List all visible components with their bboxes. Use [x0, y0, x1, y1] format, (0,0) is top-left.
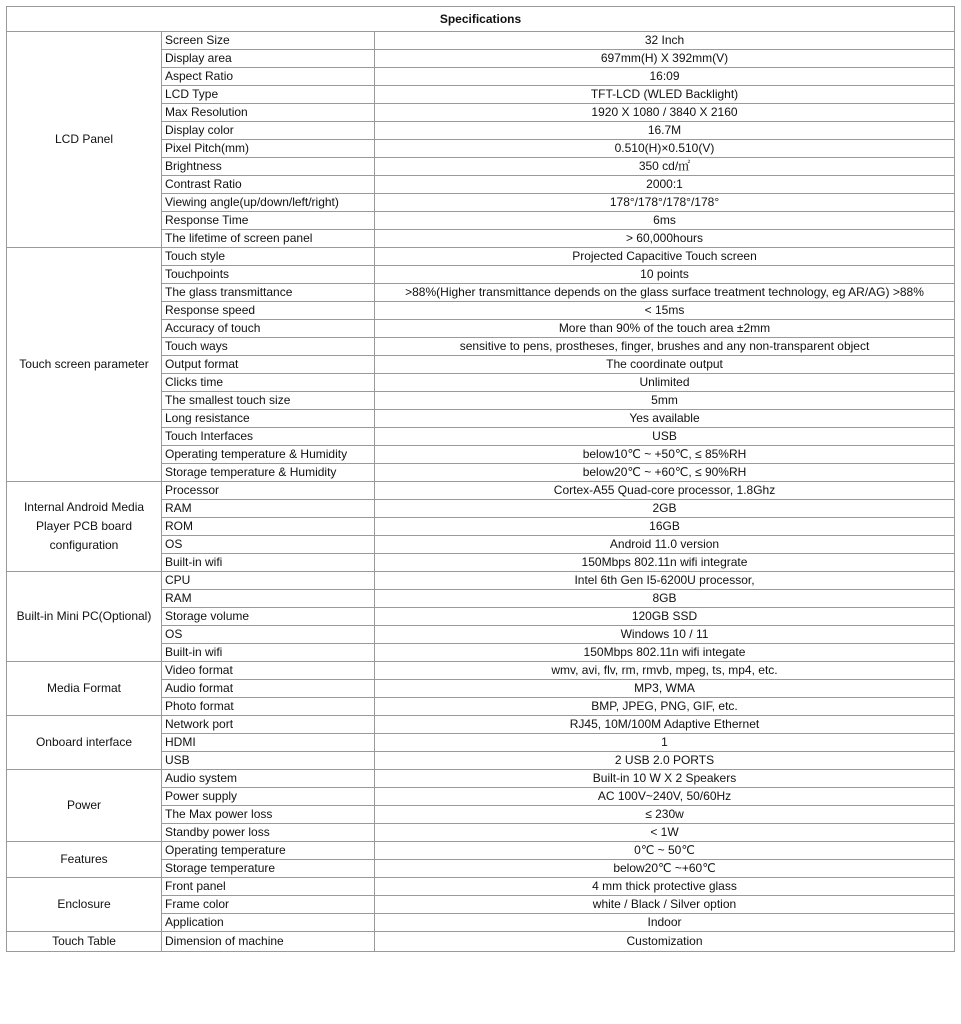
param-name: OS: [162, 626, 375, 644]
group-label: Media Format: [7, 662, 162, 716]
param-value: 6ms: [375, 212, 955, 230]
param-name: The smallest touch size: [162, 392, 375, 410]
param-name: Touch style: [162, 248, 375, 266]
param-name: Clicks time: [162, 374, 375, 392]
param-name: Touchpoints: [162, 266, 375, 284]
table-row: [7, 482, 955, 500]
param-value: 150Mbps 802.11n wifi integate: [375, 644, 955, 662]
param-value: 16:09: [375, 68, 955, 86]
param-name: Pixel Pitch(mm): [162, 140, 375, 158]
spec-body: [7, 32, 955, 952]
param-value: below10℃ ~ +50℃, ≤ 85%RH: [375, 446, 955, 464]
param-name: Aspect Ratio: [162, 68, 375, 86]
group-label: Touch screen parameter: [7, 248, 162, 482]
param-name: USB: [162, 752, 375, 770]
param-value: 178°/178°/178°/178°: [375, 194, 955, 212]
group-label: Enclosure: [7, 878, 162, 932]
param-name: Touch Interfaces: [162, 428, 375, 446]
param-value: 2GB: [375, 500, 955, 518]
group-label: Touch Table: [7, 932, 162, 952]
param-value: Yes available: [375, 410, 955, 428]
param-name: Frame color: [162, 896, 375, 914]
param-name: Response speed: [162, 302, 375, 320]
group-label: Features: [7, 842, 162, 878]
param-value: More than 90% of the touch area ±2mm: [375, 320, 955, 338]
table-row: [7, 770, 955, 788]
param-name: Display color: [162, 122, 375, 140]
param-name: Power supply: [162, 788, 375, 806]
param-name: Storage temperature: [162, 860, 375, 878]
param-name: Storage volume: [162, 608, 375, 626]
param-name: Audio format: [162, 680, 375, 698]
param-name: Touch ways: [162, 338, 375, 356]
group-label: LCD Panel: [7, 32, 162, 248]
param-name: The Max power loss: [162, 806, 375, 824]
param-value: AC 100V~240V, 50/60Hz: [375, 788, 955, 806]
param-name: Photo format: [162, 698, 375, 716]
group-label: Onboard interface: [7, 716, 162, 770]
param-value: >88%(Higher transmittance depends on the glass surface treatment technology, eg AR/AG) >88%: [375, 284, 955, 302]
param-value: ≤ 230w: [375, 806, 955, 824]
table-row: [7, 716, 955, 734]
param-value: Intel 6th Gen I5-6200U processor,: [375, 572, 955, 590]
param-name: Screen Size: [162, 32, 375, 50]
param-name: Contrast Ratio: [162, 176, 375, 194]
param-value: RJ45, 10M/100M Adaptive Ethernet: [375, 716, 955, 734]
param-name: The glass transmittance: [162, 284, 375, 302]
table-row: [7, 878, 955, 896]
param-name: Max Resolution: [162, 104, 375, 122]
param-value: 2000:1: [375, 176, 955, 194]
param-value: 16GB: [375, 518, 955, 536]
param-name: Application: [162, 914, 375, 932]
param-value: 0℃ ~ 50℃: [375, 842, 955, 860]
specifications-table: [6, 6, 955, 952]
table-row: [7, 572, 955, 590]
param-value: < 1W: [375, 824, 955, 842]
param-value: USB: [375, 428, 955, 446]
param-value: TFT-LCD (WLED Backlight): [375, 86, 955, 104]
param-value: 4 mm thick protective glass: [375, 878, 955, 896]
param-name: LCD Type: [162, 86, 375, 104]
param-value: Projected Capacitive Touch screen: [375, 248, 955, 266]
param-value: 120GB SSD: [375, 608, 955, 626]
param-value: Customization: [375, 932, 955, 952]
param-value: 5mm: [375, 392, 955, 410]
param-value: below20℃ ~+60℃: [375, 860, 955, 878]
title-row: [7, 7, 955, 32]
table-row: [7, 842, 955, 860]
param-value: 0.510(H)×0.510(V): [375, 140, 955, 158]
param-name: RAM: [162, 590, 375, 608]
param-name: Operating temperature: [162, 842, 375, 860]
param-name: Built-in wifi: [162, 644, 375, 662]
param-value: MP3, WMA: [375, 680, 955, 698]
param-name: Long resistance: [162, 410, 375, 428]
param-name: Viewing angle(up/down/left/right): [162, 194, 375, 212]
param-value: wmv, avi, flv, rm, rmvb, mpeg, ts, mp4, etc.: [375, 662, 955, 680]
param-value: below20℃ ~ +60℃, ≤ 90%RH: [375, 464, 955, 482]
param-name: HDMI: [162, 734, 375, 752]
param-value: 2 USB 2.0 PORTS: [375, 752, 955, 770]
param-value: Built-in 10 W X 2 Speakers: [375, 770, 955, 788]
table-title: Specifications: [7, 7, 955, 32]
param-value: sensitive to pens, prostheses, finger, brushes and any non-transparent object: [375, 338, 955, 356]
param-value: Android 11.0 version: [375, 536, 955, 554]
param-value: 10 points: [375, 266, 955, 284]
param-value: 350 cd/㎡: [375, 158, 955, 176]
param-value: 16.7M: [375, 122, 955, 140]
param-name: Standby power loss: [162, 824, 375, 842]
param-value: Cortex-A55 Quad-core processor, 1.8Ghz: [375, 482, 955, 500]
table-row: [7, 248, 955, 266]
param-name: Network port: [162, 716, 375, 734]
group-label: Built-in Mini PC(Optional): [7, 572, 162, 662]
param-name: Accuracy of touch: [162, 320, 375, 338]
param-name: ROM: [162, 518, 375, 536]
table-row: [7, 662, 955, 680]
param-name: The lifetime of screen panel: [162, 230, 375, 248]
param-value: Unlimited: [375, 374, 955, 392]
param-name: Front panel: [162, 878, 375, 896]
param-name: Output format: [162, 356, 375, 374]
param-name: CPU: [162, 572, 375, 590]
param-value: 8GB: [375, 590, 955, 608]
param-name: Brightness: [162, 158, 375, 176]
param-name: Audio system: [162, 770, 375, 788]
param-name: Storage temperature & Humidity: [162, 464, 375, 482]
param-name: Processor: [162, 482, 375, 500]
table-row: [7, 932, 955, 952]
param-value: Indoor: [375, 914, 955, 932]
param-value: 1920 X 1080 / 3840 X 2160: [375, 104, 955, 122]
group-label: Power: [7, 770, 162, 842]
param-name: Operating temperature & Humidity: [162, 446, 375, 464]
param-value: 1: [375, 734, 955, 752]
param-name: OS: [162, 536, 375, 554]
param-name: RAM: [162, 500, 375, 518]
param-value: The coordinate output: [375, 356, 955, 374]
param-name: Dimension of machine: [162, 932, 375, 952]
param-value: Windows 10 / 11: [375, 626, 955, 644]
param-value: 697mm(H) X 392mm(V): [375, 50, 955, 68]
param-value: 150Mbps 802.11n wifi integrate: [375, 554, 955, 572]
param-name: Response Time: [162, 212, 375, 230]
param-name: Built-in wifi: [162, 554, 375, 572]
param-value: > 60,000hours: [375, 230, 955, 248]
param-value: white / Black / Silver option: [375, 896, 955, 914]
param-value: 32 Inch: [375, 32, 955, 50]
param-value: BMP, JPEG, PNG, GIF, etc.: [375, 698, 955, 716]
param-name: Video format: [162, 662, 375, 680]
group-label: Internal Android Media Player PCB board configuration: [7, 482, 162, 572]
param-value: < 15ms: [375, 302, 955, 320]
param-name: Display area: [162, 50, 375, 68]
table-row: [7, 32, 955, 50]
